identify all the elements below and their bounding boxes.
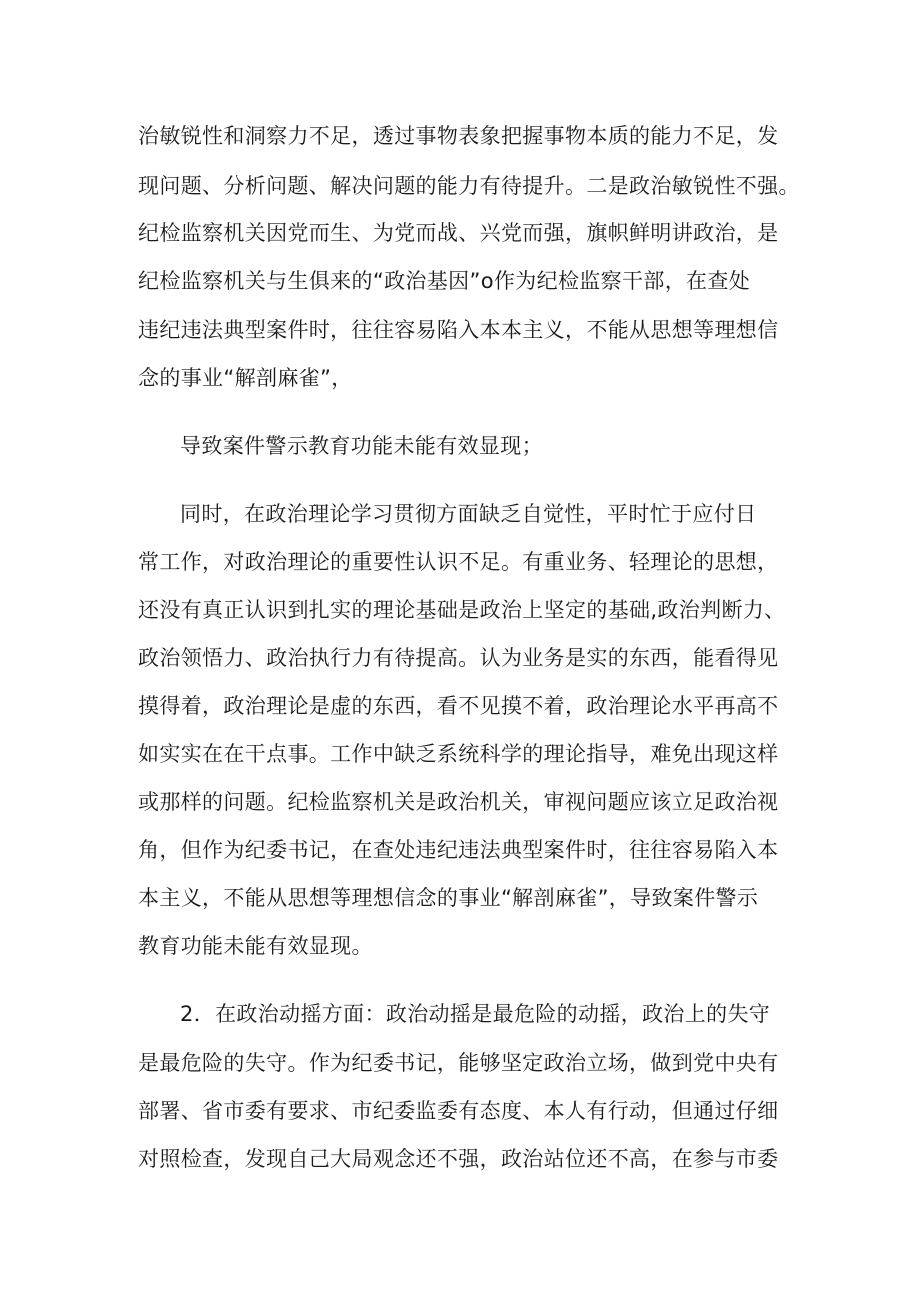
text-line: 或那样的问题。纪检监察机关是政治机关，审视问题应该立足政治视: [138, 790, 779, 814]
text-line: 还没有真正认识到扎实的理论基础是政治上坚定的基础,政治判断力、: [138, 598, 786, 622]
text-line: 常工作，对政治理论的重要性认识不足。有重业务、轻理论的思想，: [138, 550, 779, 574]
text-line: 对照检查，发现自己大局观念还不强，政治站位还不高，在参与市委: [138, 1147, 779, 1171]
text-line: 角，但作为纪委书记，在查处违纪违法典型案件时，往往容易陷入本: [138, 838, 779, 862]
text-line: 教育功能未能有效显现。: [138, 934, 373, 958]
text-line: 同时，在政治理论学习贯彻方面缺乏自觉性，平时忙于应付日: [180, 502, 757, 526]
text-line: 现问题、分析问题、解决问题的能力有待提升。二是政治敏锐性不强。: [138, 174, 800, 198]
text-line: 治敏锐性和洞察力不足，透过事物表象把握事物本质的能力不足，发: [138, 124, 779, 148]
text-line: 是最危险的失守。作为纪委书记，能够坚定政治立场，做到党中央有: [138, 1051, 779, 1075]
text-line: 违纪违法典型案件时，往往容易陷入本本主义，不能从思想等理想信: [138, 318, 779, 342]
text-line: 纪检监察机关与生俱来的“政治基因”o作为纪检监察干部，在查处: [138, 269, 751, 293]
text-line: 2．在政治动摇方面：政治动摇是最危险的动摇，政治上的失守: [180, 1002, 771, 1026]
text-line: 导致案件警示教育功能未能有效显现；: [180, 434, 543, 458]
text-line: 本主义，不能从思想等理想信念的事业“解剖麻雀”，导致案件警示: [138, 886, 759, 910]
text-line: 政治领悟力、政治执行力有待提高。认为业务是实的东西，能看得见: [138, 646, 779, 670]
text-line: 如实实在在干点事。工作中缺乏系统科学的理论指导，难免出现这样: [138, 742, 779, 766]
text-line: 念的事业“解剖麻雀”，: [138, 366, 353, 390]
text-line: 摸得着，政治理论是虚的东西，看不见摸不着，政治理论水平再高不: [138, 694, 779, 718]
text-line: 纪检监察机关因党而生、为党而战、兴党而强，旗帜鲜明讲政治，是: [138, 221, 779, 245]
text-line: 部署、省市委有要求、市纪委监委有态度、本人有行动，但通过仔细: [138, 1099, 779, 1123]
